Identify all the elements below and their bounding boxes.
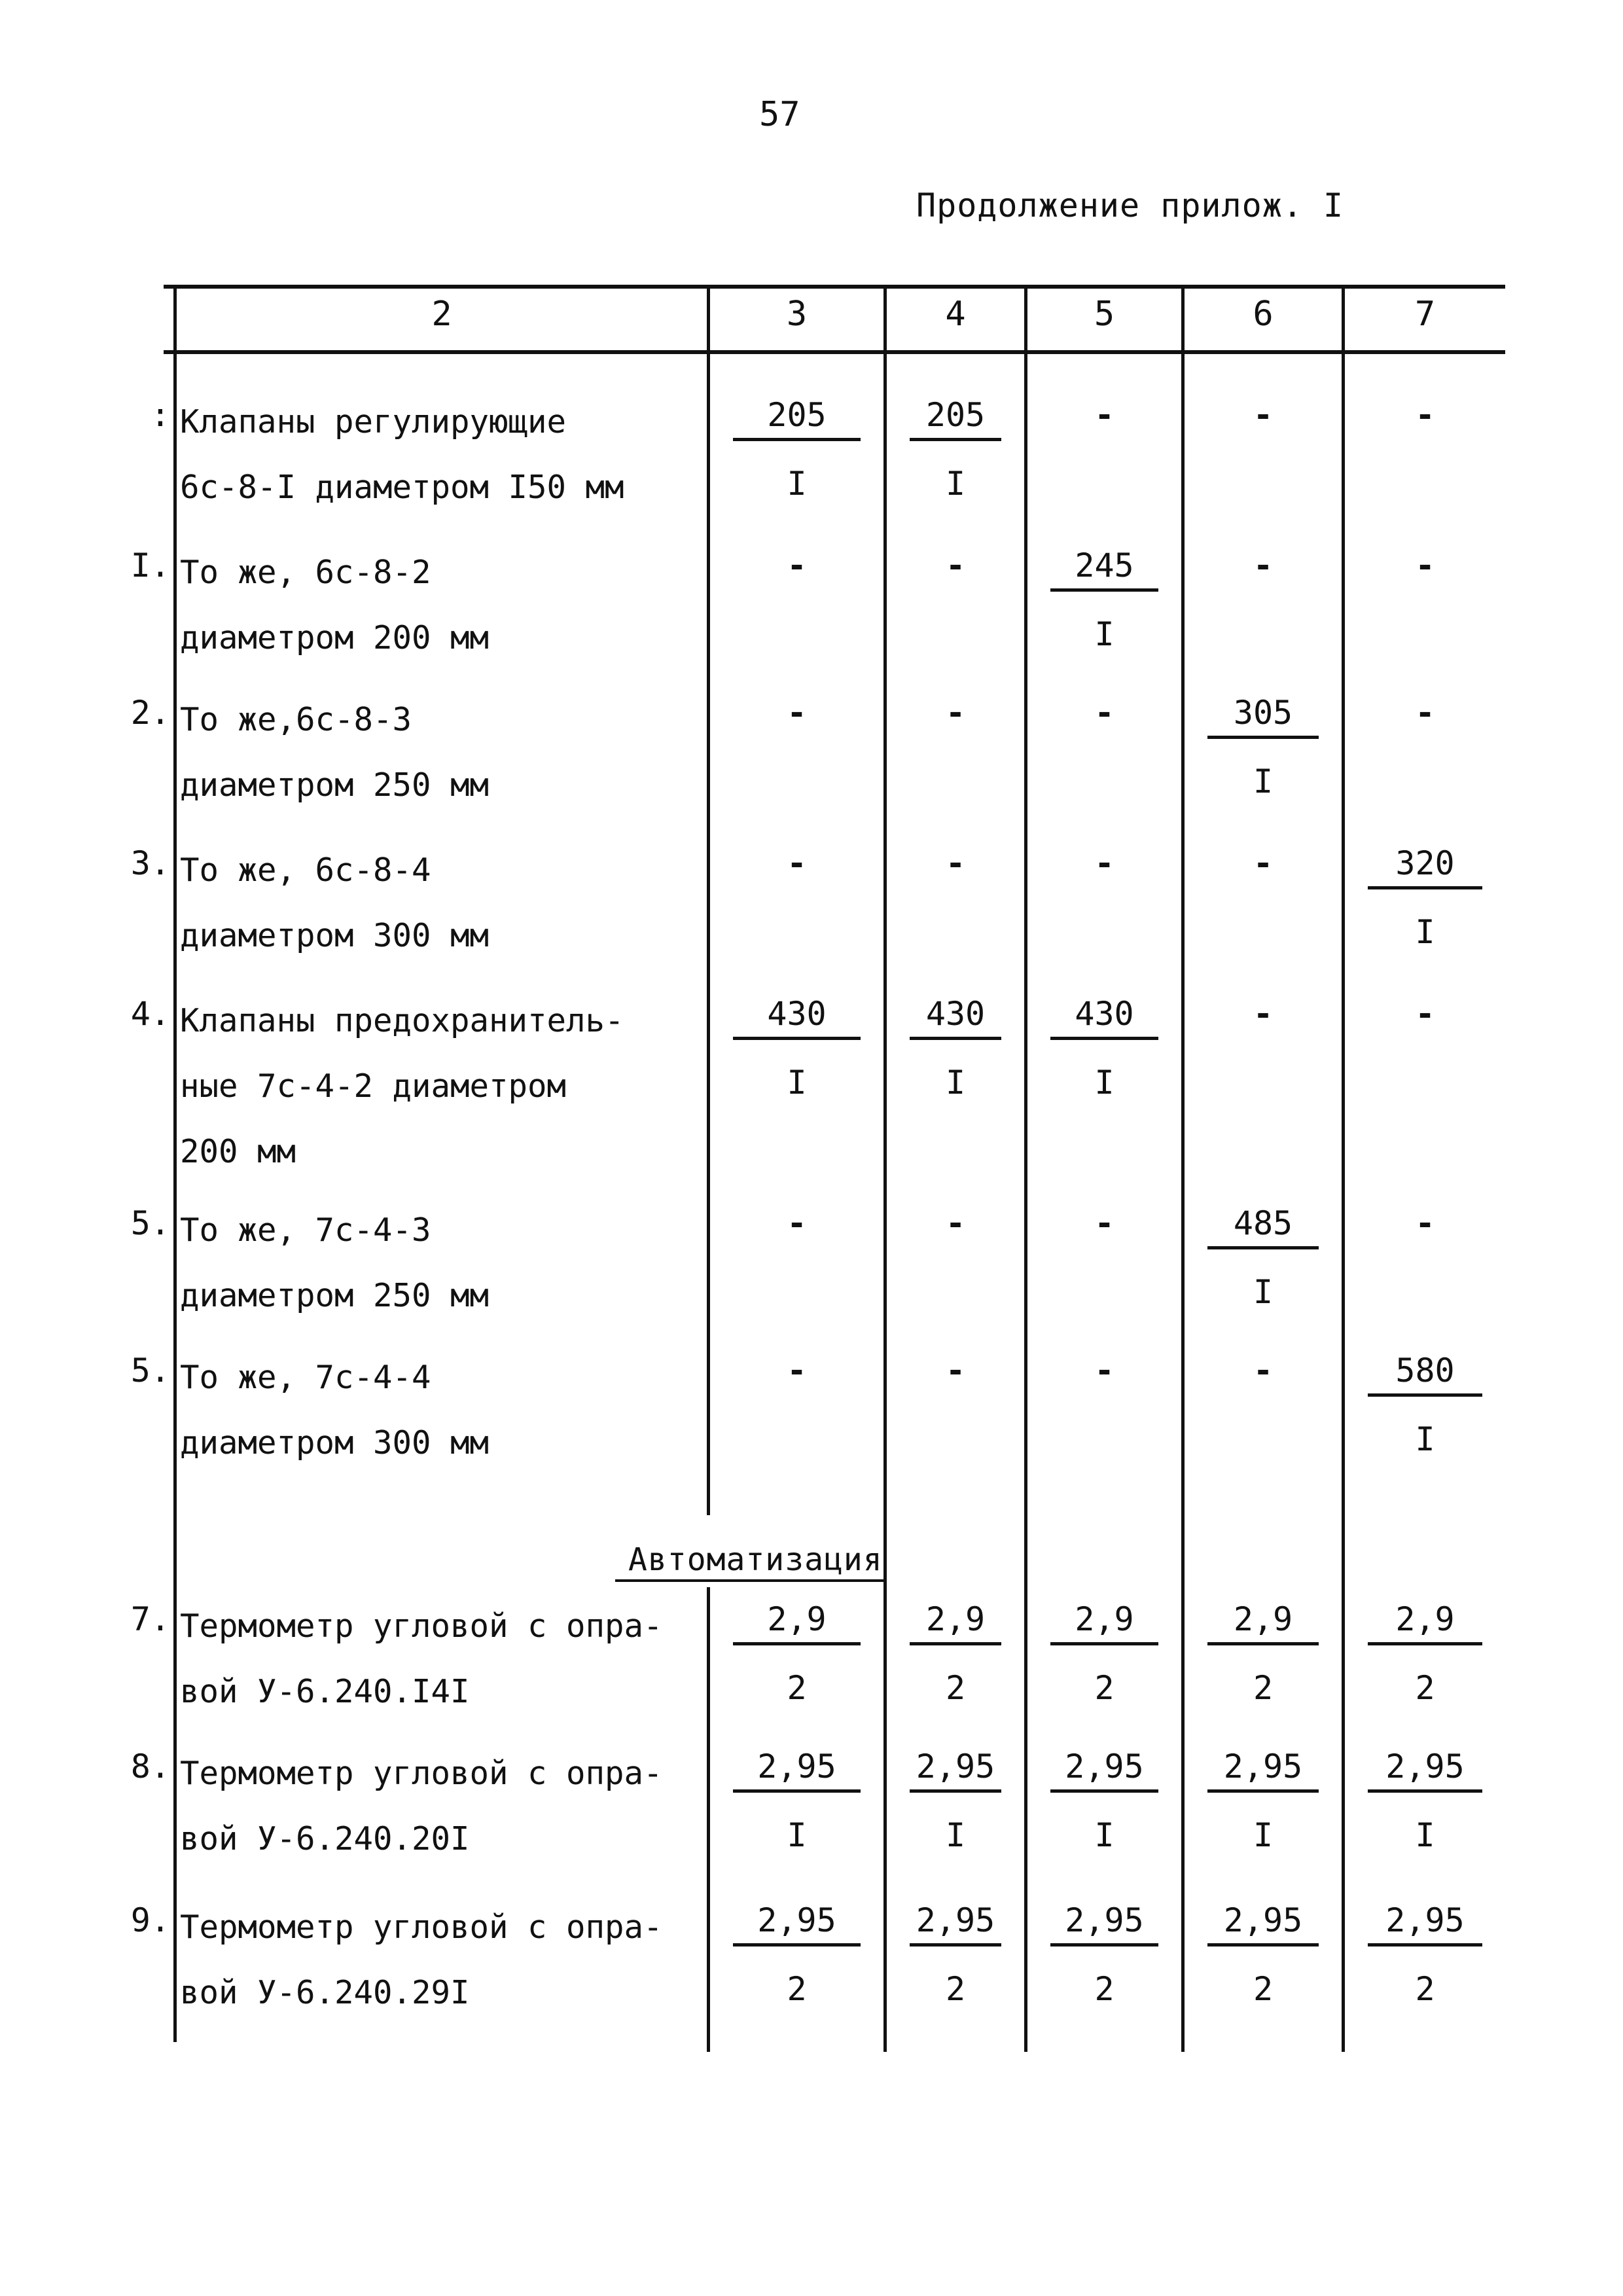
description-line: диаметром 300 мм [180, 917, 490, 954]
price-value: 2,95 [910, 1901, 1001, 1946]
price-value: 2,95 [1050, 1748, 1158, 1793]
quantity-value: I [1094, 1816, 1115, 1854]
price-value: 2,9 [733, 1600, 861, 1645]
row-number: 4. [130, 995, 170, 1033]
quantity-value: 2 [1415, 1970, 1435, 2008]
price-value: 2,95 [1368, 1748, 1482, 1793]
description-line: диаметром 250 мм [180, 766, 490, 804]
row-number: 7. [130, 1600, 170, 1638]
table-cell-fraction [1185, 1600, 1342, 1707]
table-cell-empty: - [1415, 396, 1435, 434]
column-header: 6 [1253, 295, 1274, 334]
description-line: диаметром 200 мм [180, 619, 490, 656]
price-value: 430 [1050, 995, 1158, 1040]
table-cell-fraction [710, 1901, 883, 2008]
quantity-value: 2 [1253, 1669, 1274, 1707]
price-value: 305 [1207, 694, 1319, 739]
row-number: 5. [130, 1204, 170, 1242]
table-cell-fraction [887, 1748, 1024, 1854]
description-line: Термометр угловой с опра- [180, 1755, 663, 1792]
description-line: 200 мм [180, 1133, 296, 1170]
quantity-value: I [945, 1816, 966, 1854]
price-value: 205 [910, 396, 1001, 441]
price-value: 2,95 [1207, 1901, 1319, 1946]
table-cell-empty: - [787, 1352, 807, 1390]
table-cell-empty: - [1094, 1204, 1115, 1242]
row-number: I. [130, 547, 170, 584]
table-cell-empty: - [1094, 1352, 1115, 1390]
table-cell-fraction [1027, 1748, 1181, 1854]
table-cell-fraction [887, 1901, 1024, 2008]
table-cell-fraction [710, 1600, 883, 1707]
description-line: То же, 7с-4-3 [180, 1211, 431, 1249]
row-description [180, 1741, 663, 1872]
table-cell-fraction [887, 995, 1024, 1102]
description-line: вой У-6.240.20I [180, 1820, 470, 1857]
table-cell-empty: - [1253, 1352, 1274, 1390]
description-line: То же, 6с-8-4 [180, 852, 431, 889]
table-cell-fraction [1185, 1204, 1342, 1311]
table-cell-fraction [1027, 995, 1181, 1102]
quantity-value: 2 [787, 1970, 807, 2008]
table-cell-empty: - [1415, 547, 1435, 584]
table-cell-empty: - [787, 844, 807, 882]
price-value: 2,95 [1207, 1748, 1319, 1793]
quantity-value: I [787, 1816, 807, 1854]
price-value: 430 [733, 995, 861, 1040]
table-cell-empty: - [787, 547, 807, 584]
column-divider [173, 285, 177, 2042]
quantity-value: I [1415, 1420, 1435, 1458]
table-cell-empty: - [1415, 694, 1435, 732]
price-value: 2,95 [1368, 1901, 1482, 1946]
price-value: 2,9 [1207, 1600, 1319, 1645]
table-cell-fraction [1027, 1901, 1181, 2008]
table-cell-fraction [1345, 1901, 1505, 2008]
quantity-value: I [787, 465, 807, 503]
table-cell-empty: - [787, 694, 807, 732]
row-description [180, 389, 624, 520]
table-cell-fraction [1185, 1748, 1342, 1854]
quantity-value: 2 [1415, 1669, 1435, 1707]
description-line: ные 7с-4-2 диаметром [180, 1067, 567, 1105]
table-cell-empty: - [787, 1204, 807, 1242]
section-title: Автоматизация [615, 1541, 885, 1582]
table-cell-fraction [710, 396, 883, 503]
row-number: 2. [130, 694, 170, 732]
table-cell-fraction [1345, 1748, 1505, 1854]
quantity-value: 2 [945, 1669, 966, 1707]
row-number: 5. [130, 1352, 170, 1390]
price-value: 485 [1207, 1204, 1319, 1249]
table-cell-fraction [1027, 1600, 1181, 1707]
table-cell-empty: - [1253, 396, 1274, 434]
table-cell-fraction [1185, 1901, 1342, 2008]
quantity-value: I [945, 1064, 966, 1102]
quantity-value: I [1415, 1816, 1435, 1854]
header-bottom-rule [164, 350, 1505, 354]
row-description [180, 1198, 489, 1329]
table-cell-empty: - [945, 844, 966, 882]
column-header: 3 [786, 295, 808, 334]
row-description [180, 540, 489, 671]
row-description [180, 838, 489, 969]
price-value: 2,95 [733, 1748, 861, 1793]
quantity-value: 2 [1094, 1970, 1115, 2008]
row-number: 9. [130, 1901, 170, 1939]
quantity-value: I [1094, 615, 1115, 653]
quantity-value: I [945, 465, 966, 503]
table-cell-empty: - [1094, 844, 1115, 882]
column-header: 7 [1414, 295, 1436, 334]
table-cell-empty: - [945, 547, 966, 584]
price-value: 580 [1368, 1352, 1482, 1397]
row-number: 8. [130, 1748, 170, 1785]
row-description [180, 988, 624, 1185]
description-line: То же, 6с-8-2 [180, 554, 431, 591]
price-value: 2,95 [733, 1901, 861, 1946]
table-cell-fraction [887, 1600, 1024, 1707]
row-description [180, 1345, 489, 1476]
table-cell-fraction [1027, 547, 1181, 653]
table-cell-empty: - [945, 1204, 966, 1242]
price-value: 245 [1050, 547, 1158, 592]
quantity-value: I [1253, 762, 1274, 800]
table-top-rule [164, 285, 1505, 289]
price-value: 2,9 [1050, 1600, 1158, 1645]
price-value: 320 [1368, 844, 1482, 889]
table-cell-empty: - [1253, 844, 1274, 882]
description-line: Термометр угловой с опра- [180, 1909, 663, 1946]
table-cell-empty: - [1253, 995, 1274, 1033]
column-header: 2 [431, 295, 452, 334]
page-number: 57 [759, 95, 800, 134]
quantity-value: I [1094, 1064, 1115, 1102]
column-header: 4 [945, 295, 966, 334]
description-line: вой У-6.240.29I [180, 1974, 470, 2011]
row-description [180, 1895, 663, 2026]
price-value: 2,9 [910, 1600, 1001, 1645]
description-line: Клапаны предохранитель- [180, 1002, 624, 1039]
table-cell-fraction [1185, 694, 1342, 800]
description-line: То же, 7с-4-4 [180, 1359, 431, 1396]
quantity-value: I [1253, 1816, 1274, 1854]
table-cell-fraction [1345, 844, 1505, 951]
table-cell-fraction [1345, 1352, 1505, 1458]
description-line: вой У-6.240.I4I [180, 1673, 470, 1710]
table-cell-fraction [887, 396, 1024, 503]
quantity-value: 2 [945, 1970, 966, 2008]
table-cell-empty: - [1415, 995, 1435, 1033]
price-value: 2,95 [1050, 1901, 1158, 1946]
quantity-value: 2 [787, 1669, 807, 1707]
description-line: диаметром 300 мм [180, 1424, 490, 1462]
quantity-value: I [1415, 913, 1435, 951]
table-cell-empty: - [1094, 396, 1115, 434]
row-number: : [150, 396, 170, 434]
price-value: 2,95 [910, 1748, 1001, 1793]
continuation-title: Продолжение прилож. I [916, 187, 1344, 224]
table-cell-empty: - [1415, 1204, 1435, 1242]
quantity-value: 2 [1253, 1970, 1274, 2008]
table-cell-empty: - [1253, 547, 1274, 584]
price-value: 430 [910, 995, 1001, 1040]
table-cell-fraction [710, 995, 883, 1102]
row-description [180, 1594, 663, 1725]
table-cell-empty: - [945, 1352, 966, 1390]
row-description [180, 687, 489, 818]
description-line: 6с-8-I диаметром I50 мм [180, 469, 624, 506]
table-cell-empty: - [1094, 694, 1115, 732]
price-value: 2,9 [1368, 1600, 1482, 1645]
description-line: Клапаны регулирующие [180, 403, 567, 440]
table-cell-fraction [1345, 1600, 1505, 1707]
description-line: диаметром 250 мм [180, 1277, 490, 1314]
row-number: 3. [130, 844, 170, 882]
table-cell-empty: - [945, 694, 966, 732]
description-line: Термометр угловой с опра- [180, 1607, 663, 1645]
column-header: 5 [1094, 295, 1115, 334]
quantity-value: I [1253, 1273, 1274, 1311]
description-line: То же,6с-8-3 [180, 701, 412, 738]
table-cell-fraction [710, 1748, 883, 1854]
price-value: 205 [733, 396, 861, 441]
quantity-value: 2 [1094, 1669, 1115, 1707]
quantity-value: I [787, 1064, 807, 1102]
